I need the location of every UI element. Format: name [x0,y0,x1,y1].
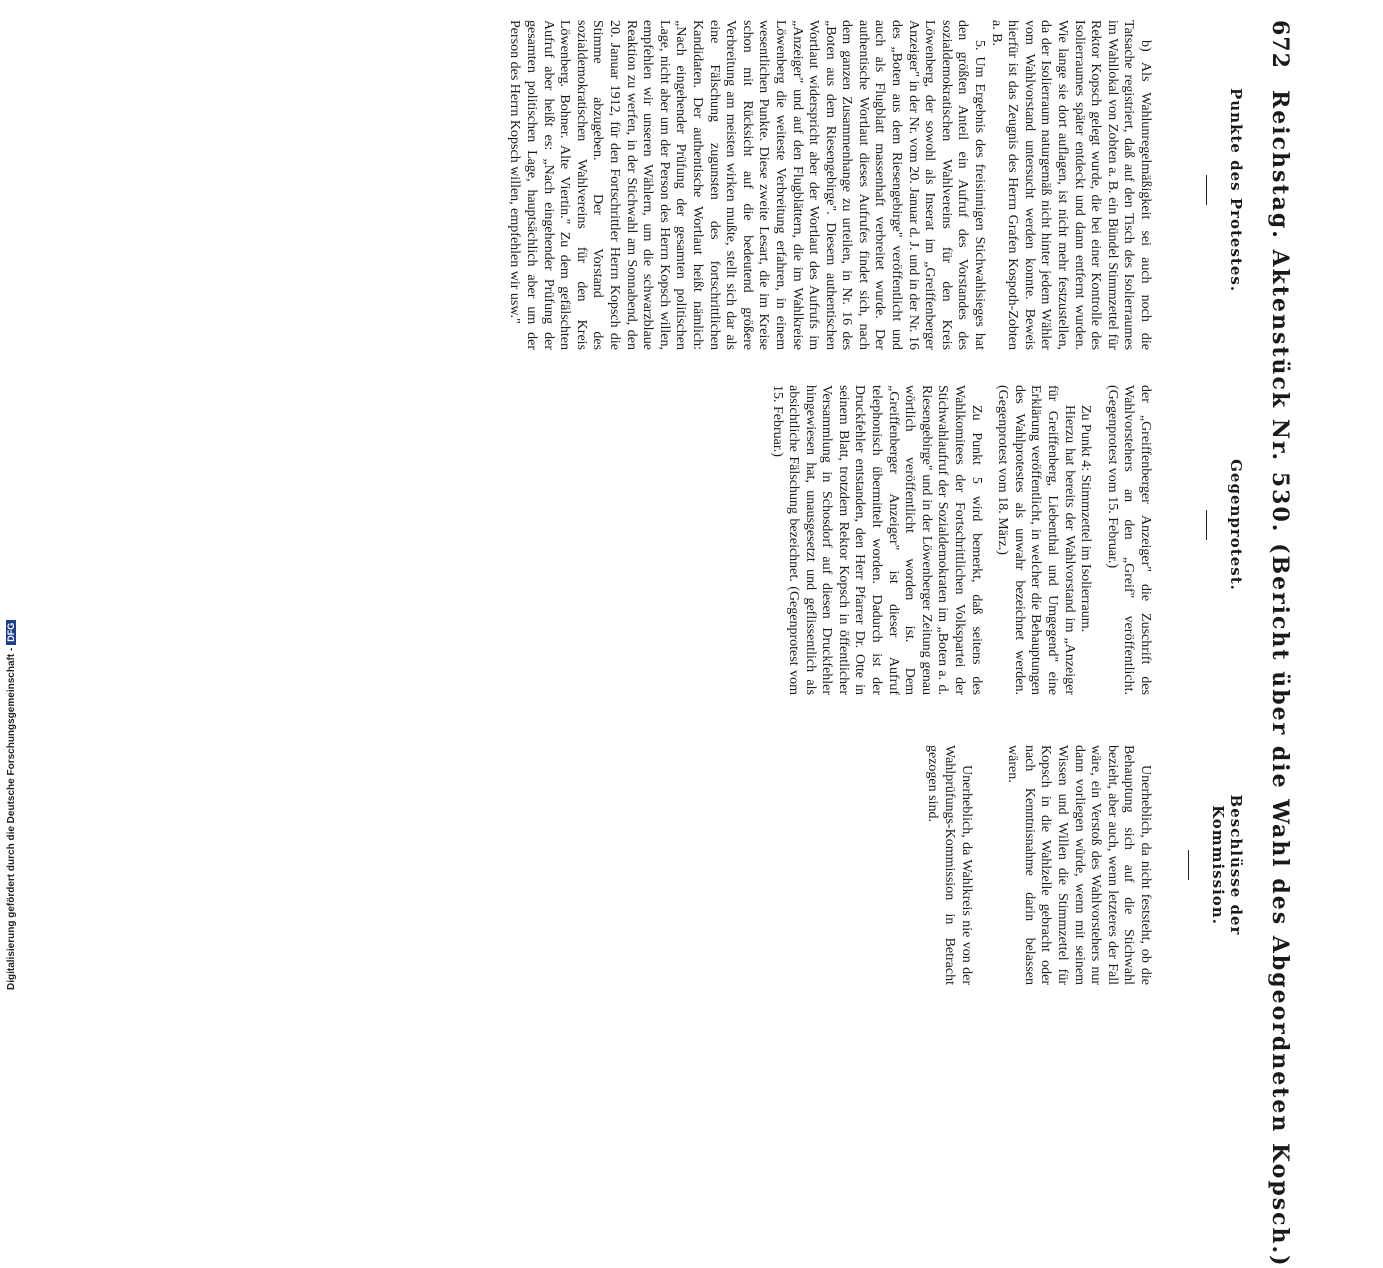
dfg-logo-icon: DFG [6,620,16,645]
column-heading-protest: Punkte des Protestes. [1206,65,1245,315]
beschluss-column [924,745,1153,985]
page-title: Reichstag. Aktenstück Nr. 530. (Bericht über die Wahl des Abgeordneten Kopsch.) [1267,90,1293,1268]
gegenprotest-paragraph-0: der „Greiffenberger Anzeiger" die Zuschrift des Wahlvorstehers an den „Greif" veröffentlicht. (Gegenprotest vom 15. Februar.) [1104,385,1153,695]
protest-paragraph-5: 5. Um Ergebnis des freisinnigen Stichwahlsieges hat den größten Anteil ein Aufruf des Vorstandes des sozialdemokratischen Wahlvereins für den Kreis Löwenberg, der sowohl als Inserat im „Greiffenberger Anzeiger" in der Nr. vom 20. Januar d. J. und in der Nr. 16 des „Boten aus dem Riesengebirge" veröffentlicht und auch als Flugblatt massenhaft verbreitet wurde. Der authentische Wortlaut dieses Aufrufes findet sich, nach dem ganzen Zusammenhange zu urteilen, in Nr. 16 des „Boten aus dem Riesengebirge". Diesem authentischen Wortlaut widerspricht aber der Wortlaut des Aufrufs im „Anzeiger" und auf den Flugblättern, die im Wahlkreise Löwenberg die weiteste Verbreitung erfahren, in einem wesentlichen Punkte. Diese zweite Lesart, die im Kreise schon mit Rücksicht auf die bedeutend größere Verbreitung am meisten wirken mußte, stellt sich dar als eine Fälschung zugunsten des fortschrittlichen Kandidaten. Der authentische Wortlaut heißt nämlich: „Nach eingehender Prüfung der gesamten politischen Lage, nicht aber um der Person des Herrn Kopsch willen, empfehlen wir unseren Wählern, um die schwarzblaue Reaktion zu werfen, in der Stichwahl am Sonnabend, den 20. Januar 1912, für den Fortschrittler Herrn Kopsch die Stimme abzugeben. Der Vorstand des sozialdemokratischen Wahlvereins für den Kreis Löwenberg. Bohner. Alte Viertin." Zu dem gefälschten Aufruf aber heißt es: „Nach eingehender Prüfung der gesamten politischen Lage, hauptsächlich aber um der Person des Herrn Kopsch willen, empfehlen wir usw." [507,20,988,350]
credit-text: Digitalisierung gefördert durch die Deutsche Forschungsgemeinschaft - [6,647,17,990]
gegenprotest-paragraph-3: Zu Punkt 5 wird bemerkt, daß seitens des Wahlkomitees der Fortschrittlichen Volkspartei der Stichwahlaufruf der Sozialdemokraten im „Boten a. d. Riesengebirge" und in der Löwenberger Zeitung genau wörtlich veröffentlicht worden ist. Dem „Greiffenberger Anzeiger" ist dieser Aufruf telephonisch übermittelt worden. Dadurch ist der Druckfehler entstanden, den Herr Pfarrer Dr. Otte in seinem Blatt, trotzdem Rektor Kopsch in öffentlicher Versammlung in Schosdorf auf diesen Druckfehler hingewiesen hat, unausgesetzt und geflissentlich als absichtliche Fälschung bezeichnet. (Gegenprotest vom 15. Februar.) [769,385,984,695]
page-header [1259,20,1293,1268]
beschluss-paragraph-2: Unerheblich, da Wahlkreis nie von der Wahlprüfungs-Kommission in Betracht gezogen sind. [925,745,974,985]
column-heading-gegenprotest: Gegenprotest. [1206,375,1245,675]
protest-paragraph-b: b) Als Wahlunregelmäßigkeit sei auch noch die Tatsache registriert, daß auf den Tisch des Isolierraumes im Wahllokal von Zobten a. B. ein Bündel Stimmzettel für Rektor Kopsch gelegt wurde, die bei einer Kontrolle des Isolierraumes später entdeckt und dann entfernt wurden. Wie lange sie dort auflagen, ist nicht mehr festzustellen, da der Isolierraum naturgemäß nicht hinter jedem Wähler vom Wahlvorstand untersucht werden konnte. Beweis hierfür ist das Zeugnis des Herrn Grafen Kospoth-Zobten a. B. [988,20,1153,350]
gegenprotest-paragraph-2: Hierzu hat bereits der Wahlvorstand im „Anzeiger für Greiffenberg, Liebenthal und Umgegend" eine Erklärung veröffentlicht, in welcher die Behauptungen des Wahlprotestes als unwahr bezeichnet werden. (Gegenprotest vom 18. März.) [995,385,1077,695]
column-heading-beschluss: Beschlüsse der Kommission. [1188,745,1245,985]
beschluss-paragraph-1: Unerheblich, da nicht feststeht, ob die Behauptung sich auf die Stichwahl bezieht, aber auch, wenn letzteres der Fall wäre, ein Verstoß des Wahlvorstehers nur dann vorliegen würde, wenn mit seinem Wissen und Willen die Stimmzettel für Kopsch in die Wahlzelle gebracht oder nach Kenntnisnahme darin belassen wären. [1005,745,1153,985]
protest-column [506,20,1153,350]
gegenprotest-paragraph-1: Zu Punkt 4: Stimmzettel im Isolierraum. [1078,405,1094,633]
gegenprotest-column [768,385,1153,695]
page-number: 672 [1267,20,1293,69]
